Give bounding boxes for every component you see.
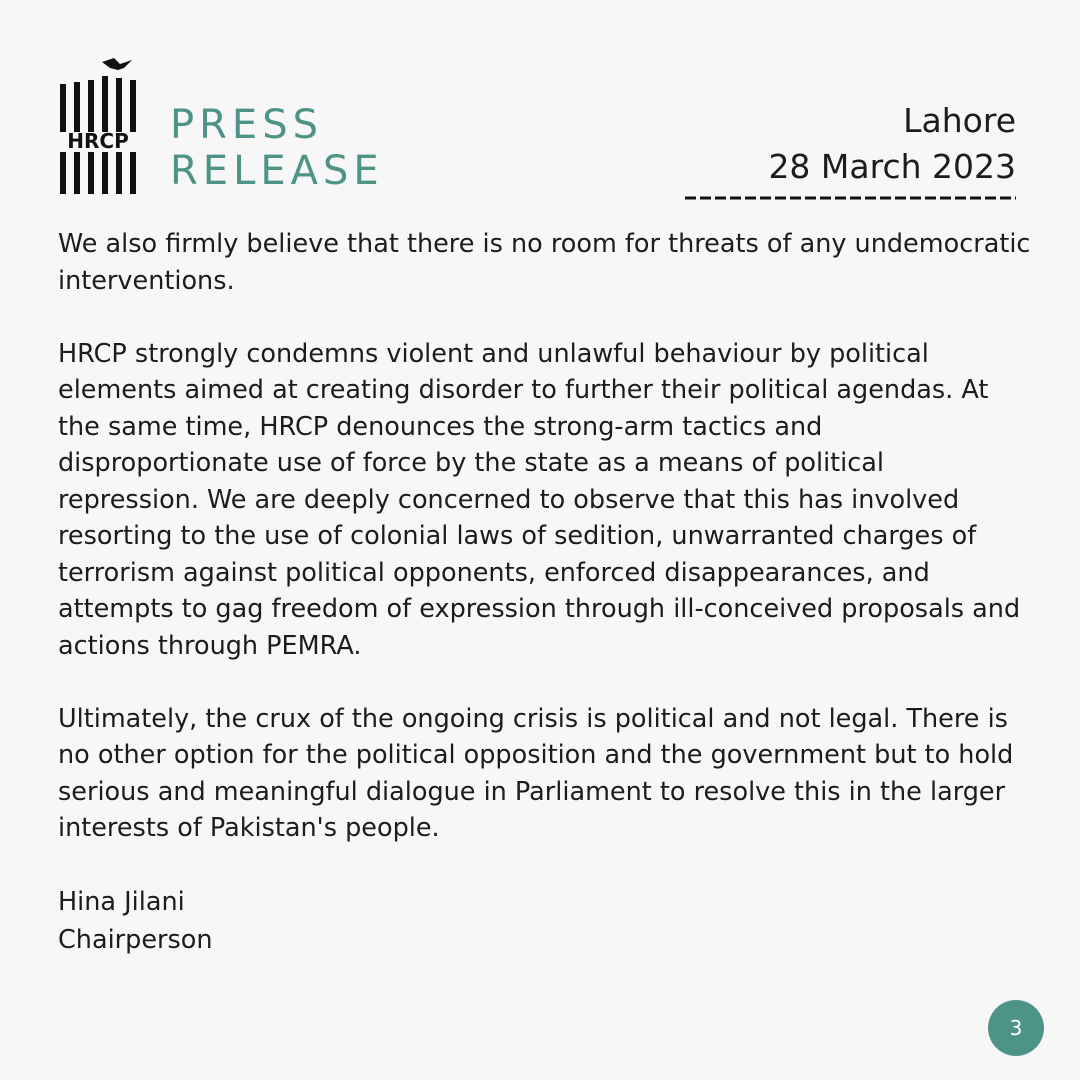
paragraph-3: Ultimately, the crux of the ongoing crisis is political and not legal. There is no other option for the political opposition and the government but to hold serious and meaningful dialogue in Parliament to resolve this in the larger interests of Pakistan's people.	[58, 703, 1014, 843]
paragraph-1: We also firmly believe that there is no room for threats of any undemocratic interventions.	[58, 229, 1031, 296]
location: Lahore	[903, 101, 1016, 140]
date: 28 March 2023	[768, 147, 1016, 186]
title-line-1: PRESS	[170, 102, 323, 148]
paragraph-2: HRCP strongly condemns violent and unlawful behaviour by political elements aimed at creating disorder to further their political agendas. At the same time, HRCP denounces the strong-arm tactics and disproportionate use of force by the state as a means of political repression. We are deeply concerned to observe that this has involved resorting to the use of colonial laws of sedition, unwarranted charges of terrorism against political opponents, enforced disappearances, and attempts to gag freedom of expression through ill-conceived proposals and actions through PEMRA.	[58, 338, 1021, 661]
dashed-divider	[683, 176, 1016, 206]
signatory-title: Chairperson	[58, 925, 213, 955]
press-release-body	[58, 226, 1033, 959]
title-line-2: RELEASE	[170, 148, 384, 194]
logo-label: HRCP	[67, 129, 129, 153]
hrcp-logo-icon	[58, 56, 140, 196]
page-number-badge: 3	[988, 1000, 1044, 1056]
signature	[58, 883, 1033, 959]
press-release-title	[170, 102, 384, 194]
signatory-name: Hina Jilani	[58, 887, 185, 917]
hrcp-logo	[58, 56, 140, 196]
